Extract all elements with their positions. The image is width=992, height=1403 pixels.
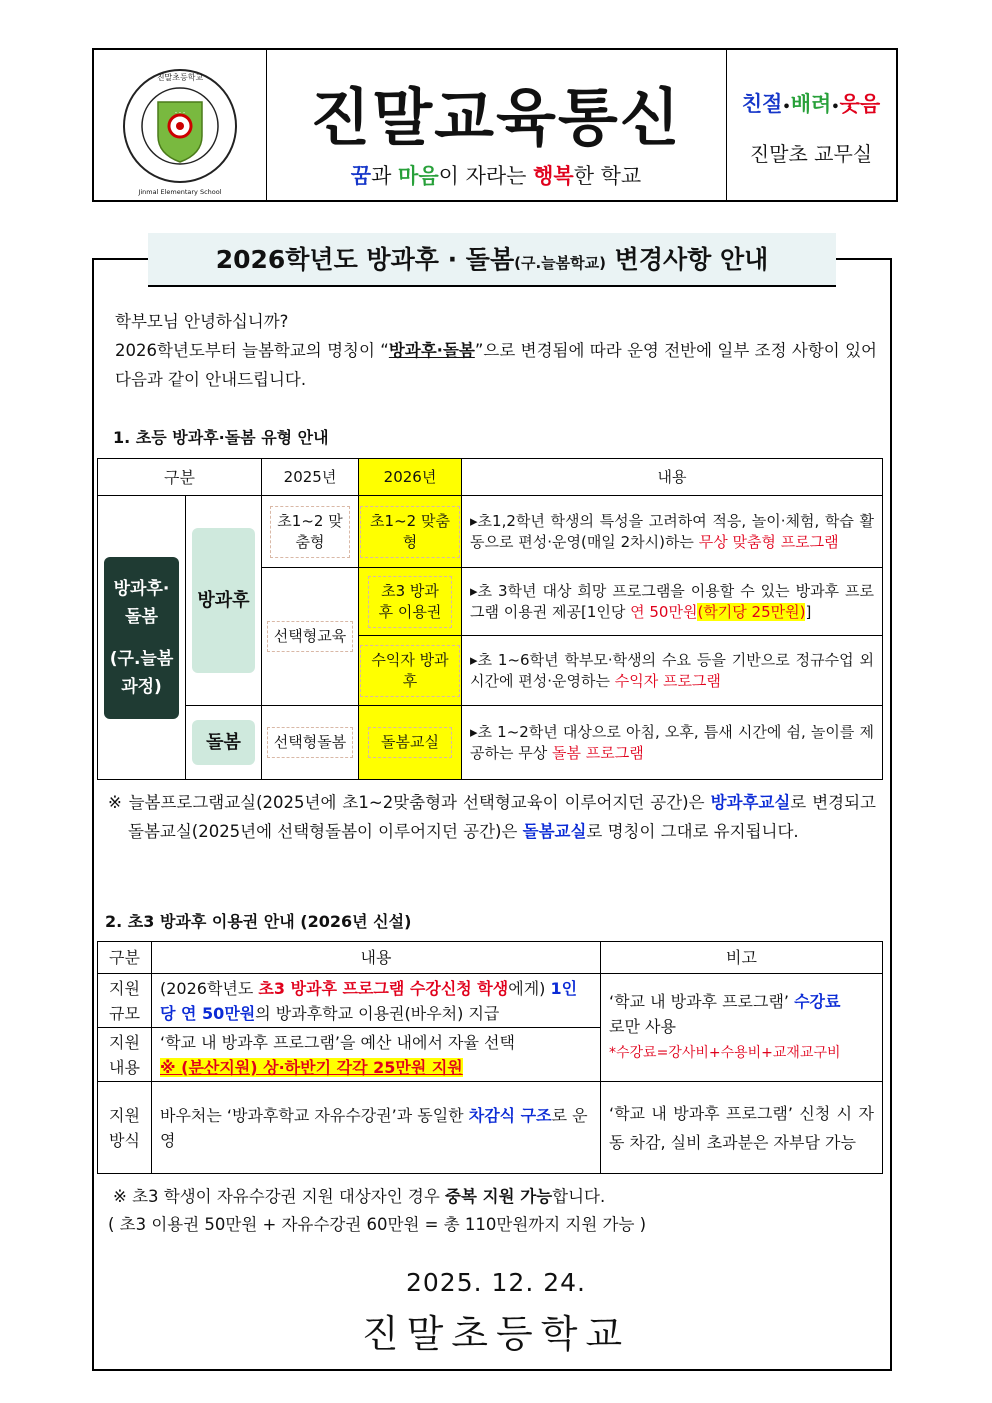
header-2026: 2026년 bbox=[359, 459, 462, 496]
logo-ring-top-text: 진말초등학교 bbox=[156, 73, 204, 82]
sub-label-care: 돌봄 bbox=[192, 720, 255, 765]
remark-12: ‘학교 내 방과후 프로그램’ 수강료 로만 사용 *수강료=강사비+수용비+교재교구비 bbox=[601, 974, 883, 1082]
header-2025: 2025년 bbox=[262, 459, 359, 496]
row2-2025: 선택형교육 bbox=[262, 568, 359, 706]
row1-2025: 초1~2 맞춤형 bbox=[262, 496, 359, 568]
r1-category: 지원 규모 bbox=[98, 974, 152, 1028]
r3-content: 바우처는 ‘방과후학교 자유수강권’과 동일한 차감식 구조로 운영 bbox=[152, 1082, 601, 1174]
sub-label-after: 방과후 bbox=[192, 528, 255, 673]
school-slogan: 꿈과 마음이 자라는 행복한 학교 bbox=[350, 164, 642, 188]
school-values: 친절•배려•웃음 bbox=[741, 92, 881, 116]
section1-heading: 1. 초등 방과후·돌봄 유형 안내 bbox=[113, 428, 329, 447]
header-content: 내용 bbox=[152, 942, 601, 974]
sub-care-cell bbox=[186, 706, 262, 780]
office-name: 진말초 교무실 bbox=[749, 142, 873, 166]
logo-cell bbox=[94, 50, 267, 200]
row3-2026: 수익자 방과후 bbox=[359, 636, 462, 706]
row4-2025: 선택형돌봄 bbox=[262, 706, 359, 780]
row1-2026: 초1~2 맞춤형 bbox=[359, 496, 462, 568]
newsletter-header bbox=[92, 48, 898, 202]
header-category: 구분 bbox=[98, 459, 262, 496]
voucher-table bbox=[97, 941, 883, 1174]
header-remark: 비고 bbox=[601, 942, 883, 974]
section2-heading: 2. 초3 방과후 이용권 안내 (2026년 신설) bbox=[105, 912, 412, 931]
r3-remark: ‘학교 내 방과후 프로그램’ 신청 시 자동 차감, 실비 초과분은 자부담 가능 bbox=[601, 1082, 883, 1174]
r1-content: (2026학년도 초3 방과후 프로그램 수강신청 학생에게) 1인당 연 50만원의 방과후학교 이용권(바우처) 지급 bbox=[152, 974, 601, 1028]
title-cell bbox=[266, 50, 727, 200]
intro-paragraph: 2026학년도부터 늘봄학교의 명칭이 “방과후·돌봄”으로 변경됨에 따라 운영 전반에 일부 조정 사항이 있어 다음과 같이 안내드립니다. bbox=[115, 341, 877, 389]
svg-text:- - -: - - - bbox=[174, 109, 186, 116]
group-label: 방과후· 돌봄 (구.늘봄 과정) bbox=[104, 557, 179, 719]
values-cell bbox=[726, 50, 896, 200]
row2-2026: 초3 방과후 이용권 bbox=[359, 568, 462, 636]
header-content: 내용 bbox=[462, 459, 883, 496]
row2-content: ▸초 3학년 대상 희망 프로그램을 이용할 수 있는 방과후 프로그램 이용권 제공[1인당 연 50만원(학기당 25만원)] bbox=[462, 568, 883, 636]
document-title: 2026학년도 방과후 · 돌봄(구.늘봄학교) 변경사항 안내 bbox=[148, 233, 836, 287]
row4-2026: 돌봄교실 bbox=[359, 706, 462, 780]
newsletter-title: 진말교육통신 bbox=[310, 81, 682, 154]
issue-date: 2025. 12. 24. bbox=[406, 1268, 586, 1297]
r2-category: 지원 내용 bbox=[98, 1028, 152, 1082]
r2-content: ‘학교 내 방과후 프로그램’을 예산 내에서 자율 선택 ※ (분산지원) 상·하반기 각각 25만원 지원 bbox=[152, 1028, 601, 1082]
program-type-table bbox=[97, 458, 883, 780]
row3-content: ▸초 1~6학년 학부모·학생의 수요 등을 기반으로 정규수업 외 시간에 편성·운영하는 수익자 프로그램 bbox=[462, 636, 883, 706]
group-label-cell bbox=[98, 496, 186, 780]
section1-note: ※ 늘봄프로그램교실(2025년에 초1~2맞춤형과 선택형교육이 이루어지던 공간)은 방과후교실로 변경되고 돌봄교실(2025년에 선택형돌봄이 이루어지던 공간)은 돌봄교실로 명칭이 그대로 유지됩니다. bbox=[108, 793, 876, 841]
section2-note2: ( 초3 이용권 50만원 + 자유수강권 60만원 = 총 110만원까지 지원 가능 ) bbox=[108, 1215, 647, 1234]
row1-content: ▸초1,2학년 학생의 특성을 고려하여 적응, 놀이·체험, 학습 활동으로 편성·운영(매일 2차시)하는 무상 맞춤형 프로그램 bbox=[462, 496, 883, 568]
school-name: 진말초등학교 bbox=[361, 1312, 631, 1356]
r3-category: 지원 방식 bbox=[98, 1082, 152, 1174]
row4-content: ▸초 1~2학년 대상으로 아침, 오후, 틈새 시간에 쉼, 놀이를 제공하는 무상 돌봄 프로그램 bbox=[462, 706, 883, 780]
section2-note1: ※ 초3 학생이 자유수강권 지원 대상자인 경우 중복 지원 가능합니다. bbox=[113, 1187, 606, 1206]
header-category: 구분 bbox=[98, 942, 152, 974]
intro-greeting: 학부모님 안녕하십니까? bbox=[115, 312, 289, 331]
sub-after-cell bbox=[186, 496, 262, 706]
logo-ring-bottom-text: Jinmal Elementary School bbox=[138, 188, 222, 196]
school-logo-icon bbox=[120, 66, 240, 186]
